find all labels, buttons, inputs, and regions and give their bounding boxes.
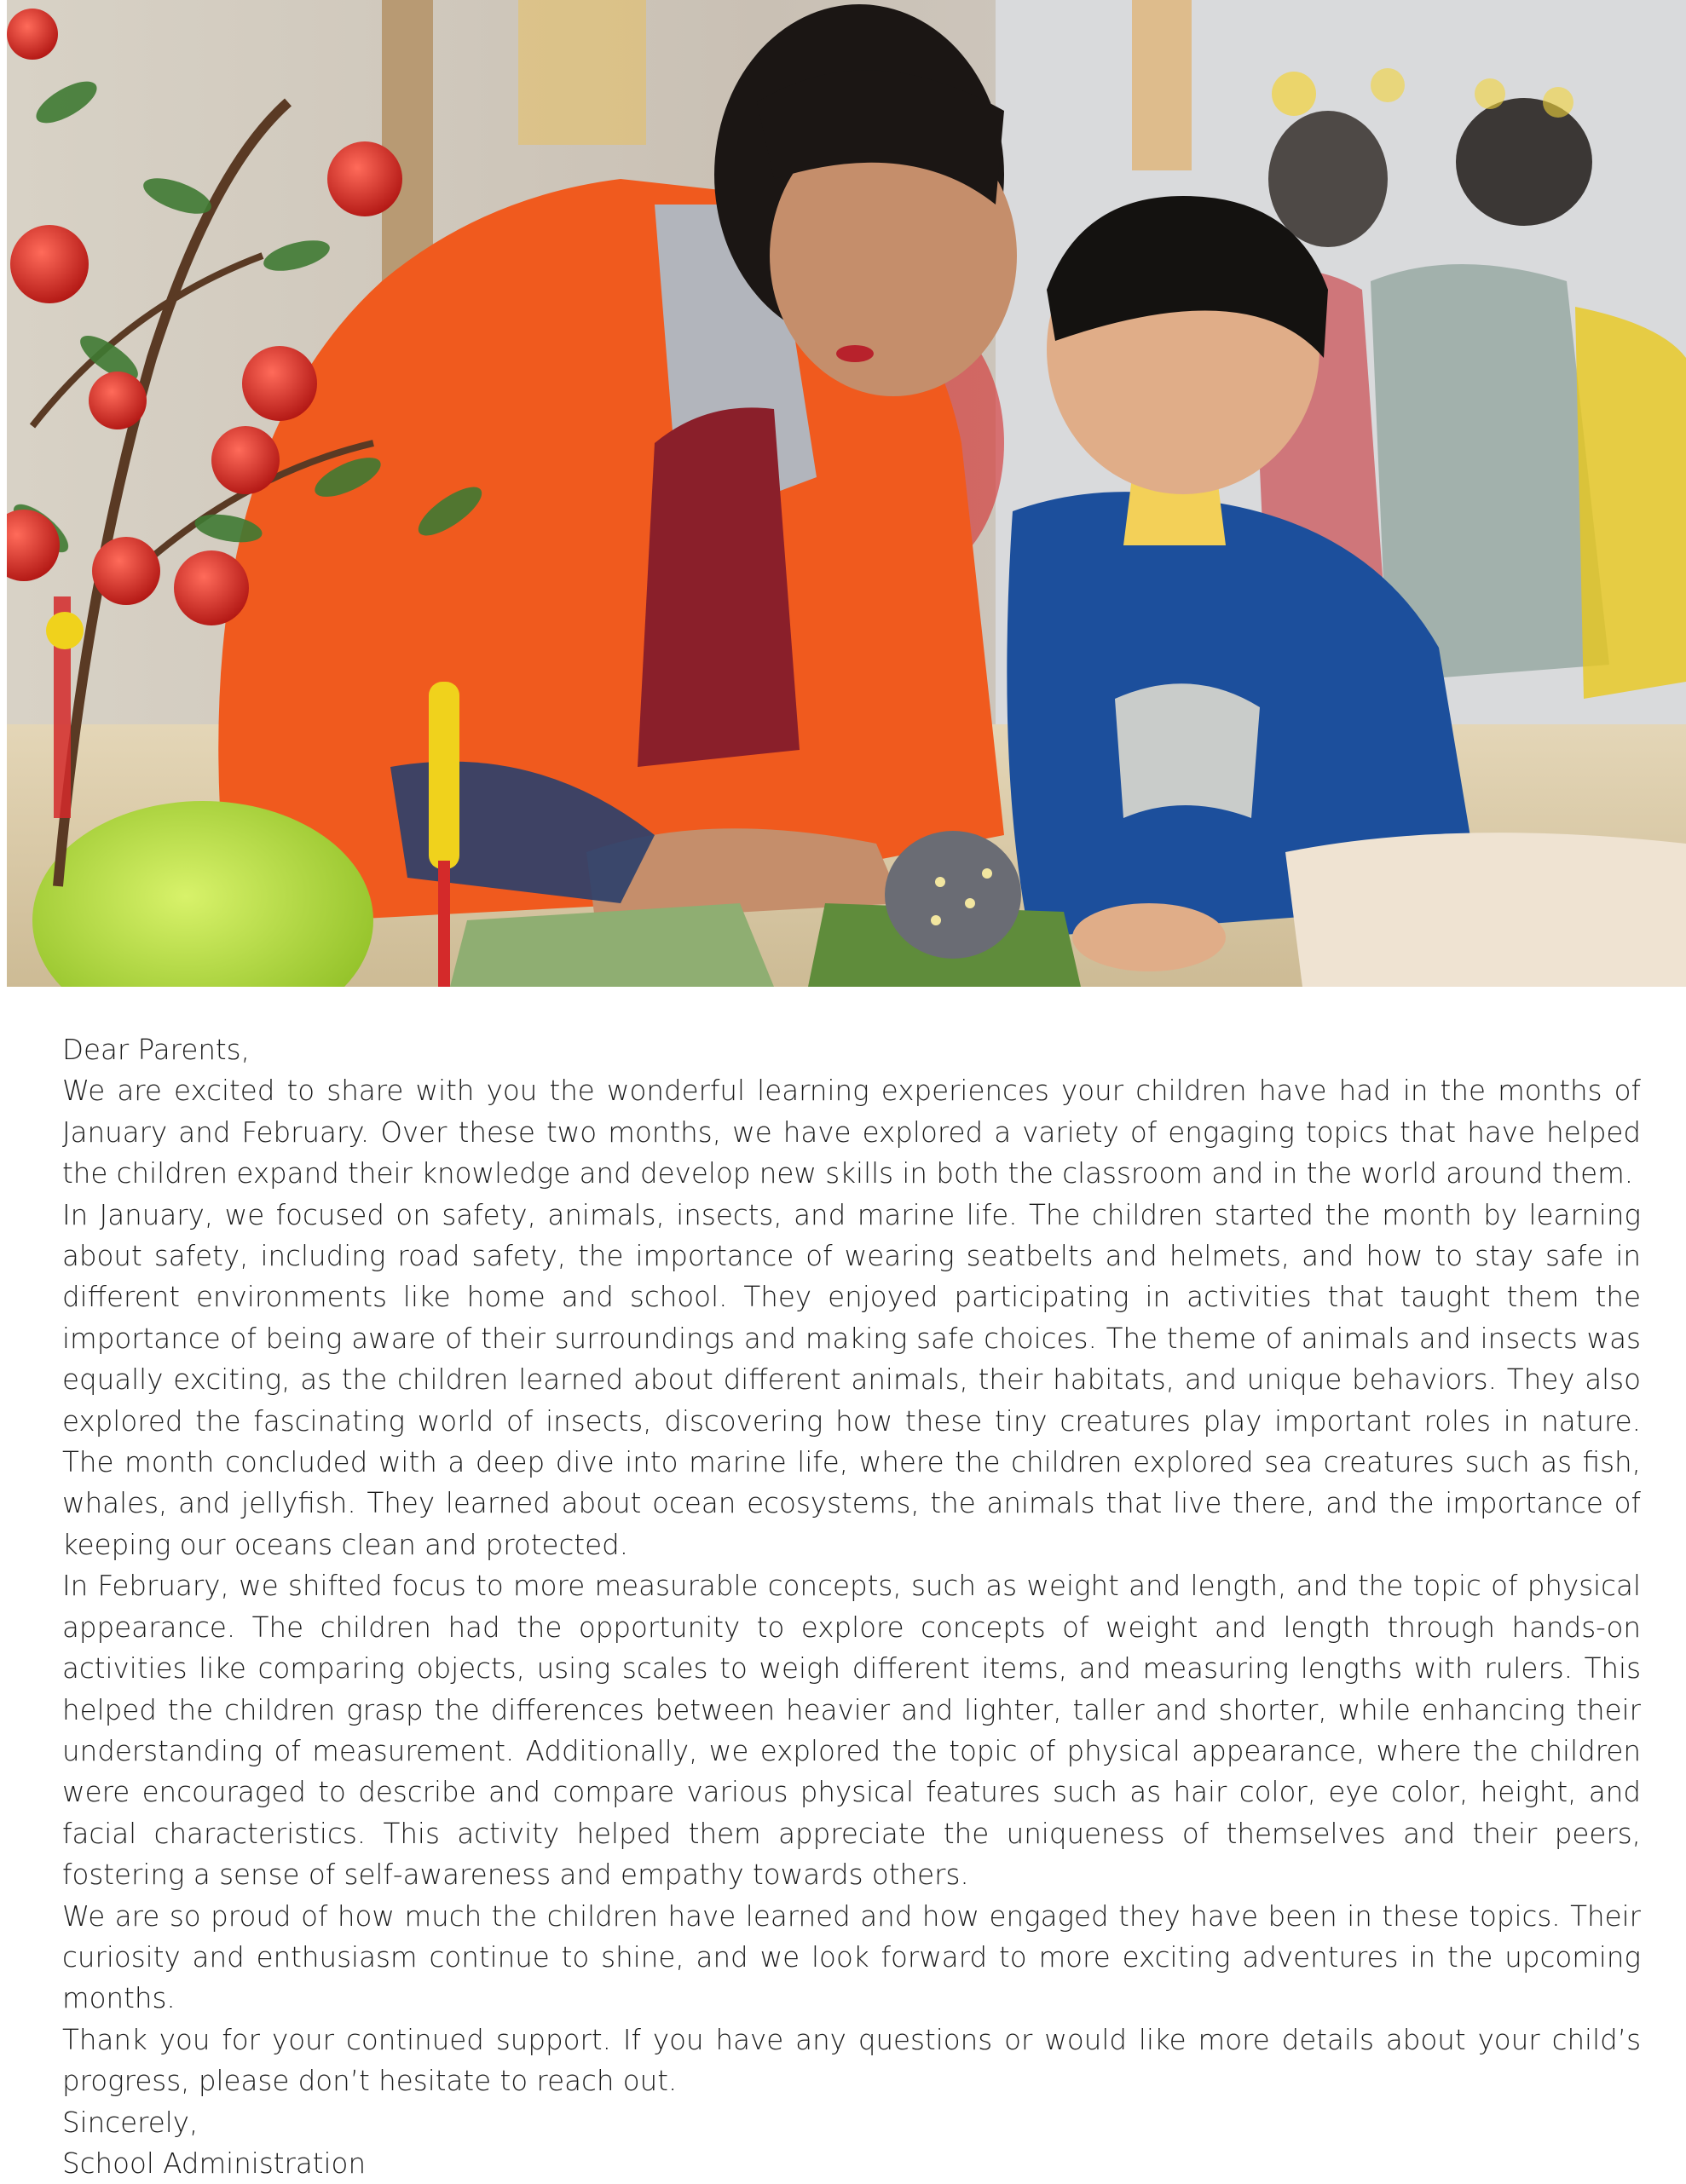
letter-signature: School Administration [62,2147,367,2180]
letter-paragraph-thanks: Thank you for your continued support. If you have any questions or would like more details about your child’s progress, please don’t hesitate to reach out. [62,2023,1641,2098]
letter-paragraph-intro: We are excited to share with you the wonderful learning experiences your children have had in the months of January and February. Over these two months, we have explored a variety of engaging topics that have helped the children expand their knowledge and develop new skills in both the classroom and in the world around them. [62,1075,1641,1190]
letter-paragraph-proud: We are so proud of how much the children have learned and how engaged they have been in these topics. Their curiosity and enthusiasm continue to shine, and we look forward to more exciting adventures in the upcoming months. [62,1899,1641,2015]
letter-paragraph-january: In January, we focused on safety, animals, insects, and marine life. The children started the month by learning about safety, including road safety, the importance of wearing seatbelts and helmets, and how to stay safe in different environments like home and school. They enjoyed participating in activities that taught them the importance of being aware of their surroundings and making safe choices. The theme of animals and insects was equally exciting, as the children learned about different animals, their habitats, and unique behaviors. They also explored the fascinating world of insects, discovering how these tiny creatures play important roles in nature. The month concluded with a deep dive into marine life, where the children explored sea creatures such as fish, whales, and jellyfish. They learned about ocean ecosystems, the animals that live there, and the importance of keeping our oceans clean and protected. [62,1198,1641,1561]
letter-closing: Sincerely, [62,2106,199,2139]
letter-paragraph-february: In February, we shifted focus to more measurable concepts, such as weight and length, and the topic of physical appearance. The children had the opportunity to explore concepts of weight and length through hands-on activities like comparing objects, using scales to weigh different items, and measuring lengths with rulers. This helped the children grasp the differences between heavier and lighter, taller and shorter, while enhancing their understanding of measurement. Additionally, we explored the topic of physical appearance, where the children were encouraged to describe and compare various physical features such as hair color, eye color, height, and facial characteristics. This activity helped them appreciate the uniqueness of themselves and their peers, fostering a sense of self-awareness and empathy towards others. [62,1570,1641,1892]
newsletter-letter [62,1029,1641,2184]
classroom-photo [7,0,1686,987]
letter-greeting: Dear Parents, [62,1034,250,1066]
